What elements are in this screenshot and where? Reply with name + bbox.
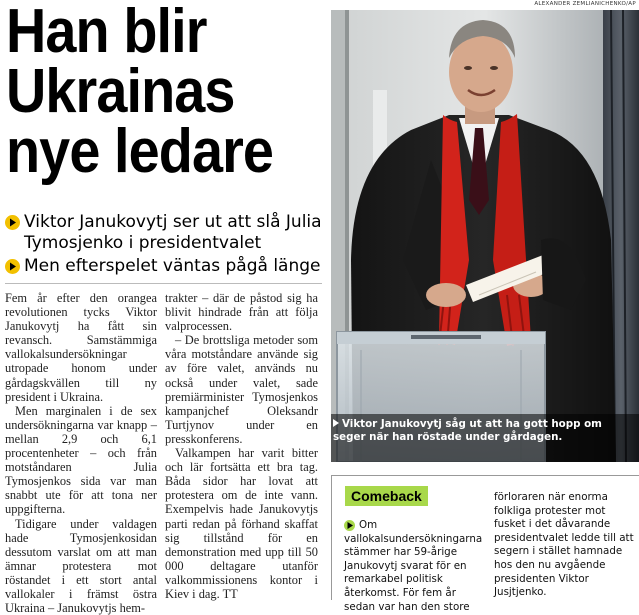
headline (6, 2, 294, 182)
paragraph: trakter – där de påstod sig ha blivit hindrade från att följa valprocessen. (165, 291, 318, 333)
arrow-right-icon (5, 259, 20, 274)
photo-caption-text: Viktor Janukovytj såg ut att ha gott hopp om seger när han röstade under gårdagen. (333, 418, 602, 443)
article-column-2 (165, 291, 318, 601)
headline-line-3: nye ledare (6, 122, 294, 182)
photo-credit: ALEXANDER ZEMLIANICHENKO/AP (534, 1, 636, 7)
factbox-label: Comeback (345, 486, 428, 506)
photo-caption (333, 418, 633, 444)
factbox-column-1 (344, 519, 484, 614)
headline-line-2: Ukrainas (6, 62, 294, 122)
factbox-text: förloraren när enorma folkliga protester mot fusket i det dåvarande presidentvalet ledde till att segern i stället hamnade hos den nu avgående presidenten Viktor Jusjtjenko. (494, 491, 634, 598)
paragraph: Tidigare under valdagen hade Tymosjenkosidan dessutom varslat om att man ämnar protestera mot röstandet i ett stort antal vallokaler i främst östra Ukraina – Janukovytjs hem- (5, 517, 157, 615)
kicker-text: Viktor Janukovytj ser ut att slå Julia Tymosjenko i presidentvalet (24, 212, 330, 254)
arrow-right-icon (344, 520, 355, 531)
arrow-right-icon (333, 419, 339, 427)
article-column-1 (5, 291, 157, 615)
factbox-column-2 (494, 491, 636, 600)
kicker-text: Men efterspelet väntas pågå länge (24, 256, 321, 277)
headline-line-1: Han blir (6, 2, 294, 62)
paragraph: Men marginalen i de sex undersökningarna var knapp – mellan 2,9 och 6,1 procentenheter – och från motståndaren Julia Tymosjenkos sida var man snabbt ute för att tona ner uppgifterna. (5, 404, 157, 517)
divider (5, 283, 322, 284)
kicker-2 (5, 256, 330, 277)
arrow-right-icon (5, 215, 20, 230)
paragraph: Valkampen har varit bitter och lär fortsätta ett bra tag. Båda sidor har lovat att protestera om de inte vann. Exempelvis hade Janukovytjs parti redan på förhand skaffat sig tillstånd för en demonstration med upp till 50 000 deltagare utanför valkommissionens kontor i Kiev i dag. TT (165, 446, 318, 601)
paragraph: – De brottsliga metoder som våra motståndare använde sig av före valet, används nu också under valet, sade premiärminister Tymosjenkos kampanjchef Oleksandr Turtjynov under en presskonferens. (165, 333, 318, 446)
factbox-text: Om vallokalsundersökningarna stämmer har 59-årige Janukovytj svarat för en remarkabel politisk återkomst. För fem år sedan var han den store (344, 519, 482, 613)
paragraph: Fem år efter den orangea revolutionen tycks Viktor Janukovytj ha fått sin revansch. Samstämmiga vallokalsundersökningar utropade honom under gårdagskvällen till ny president i Ukraina. (5, 291, 157, 404)
kicker-1 (5, 212, 330, 254)
news-photo (331, 10, 639, 462)
